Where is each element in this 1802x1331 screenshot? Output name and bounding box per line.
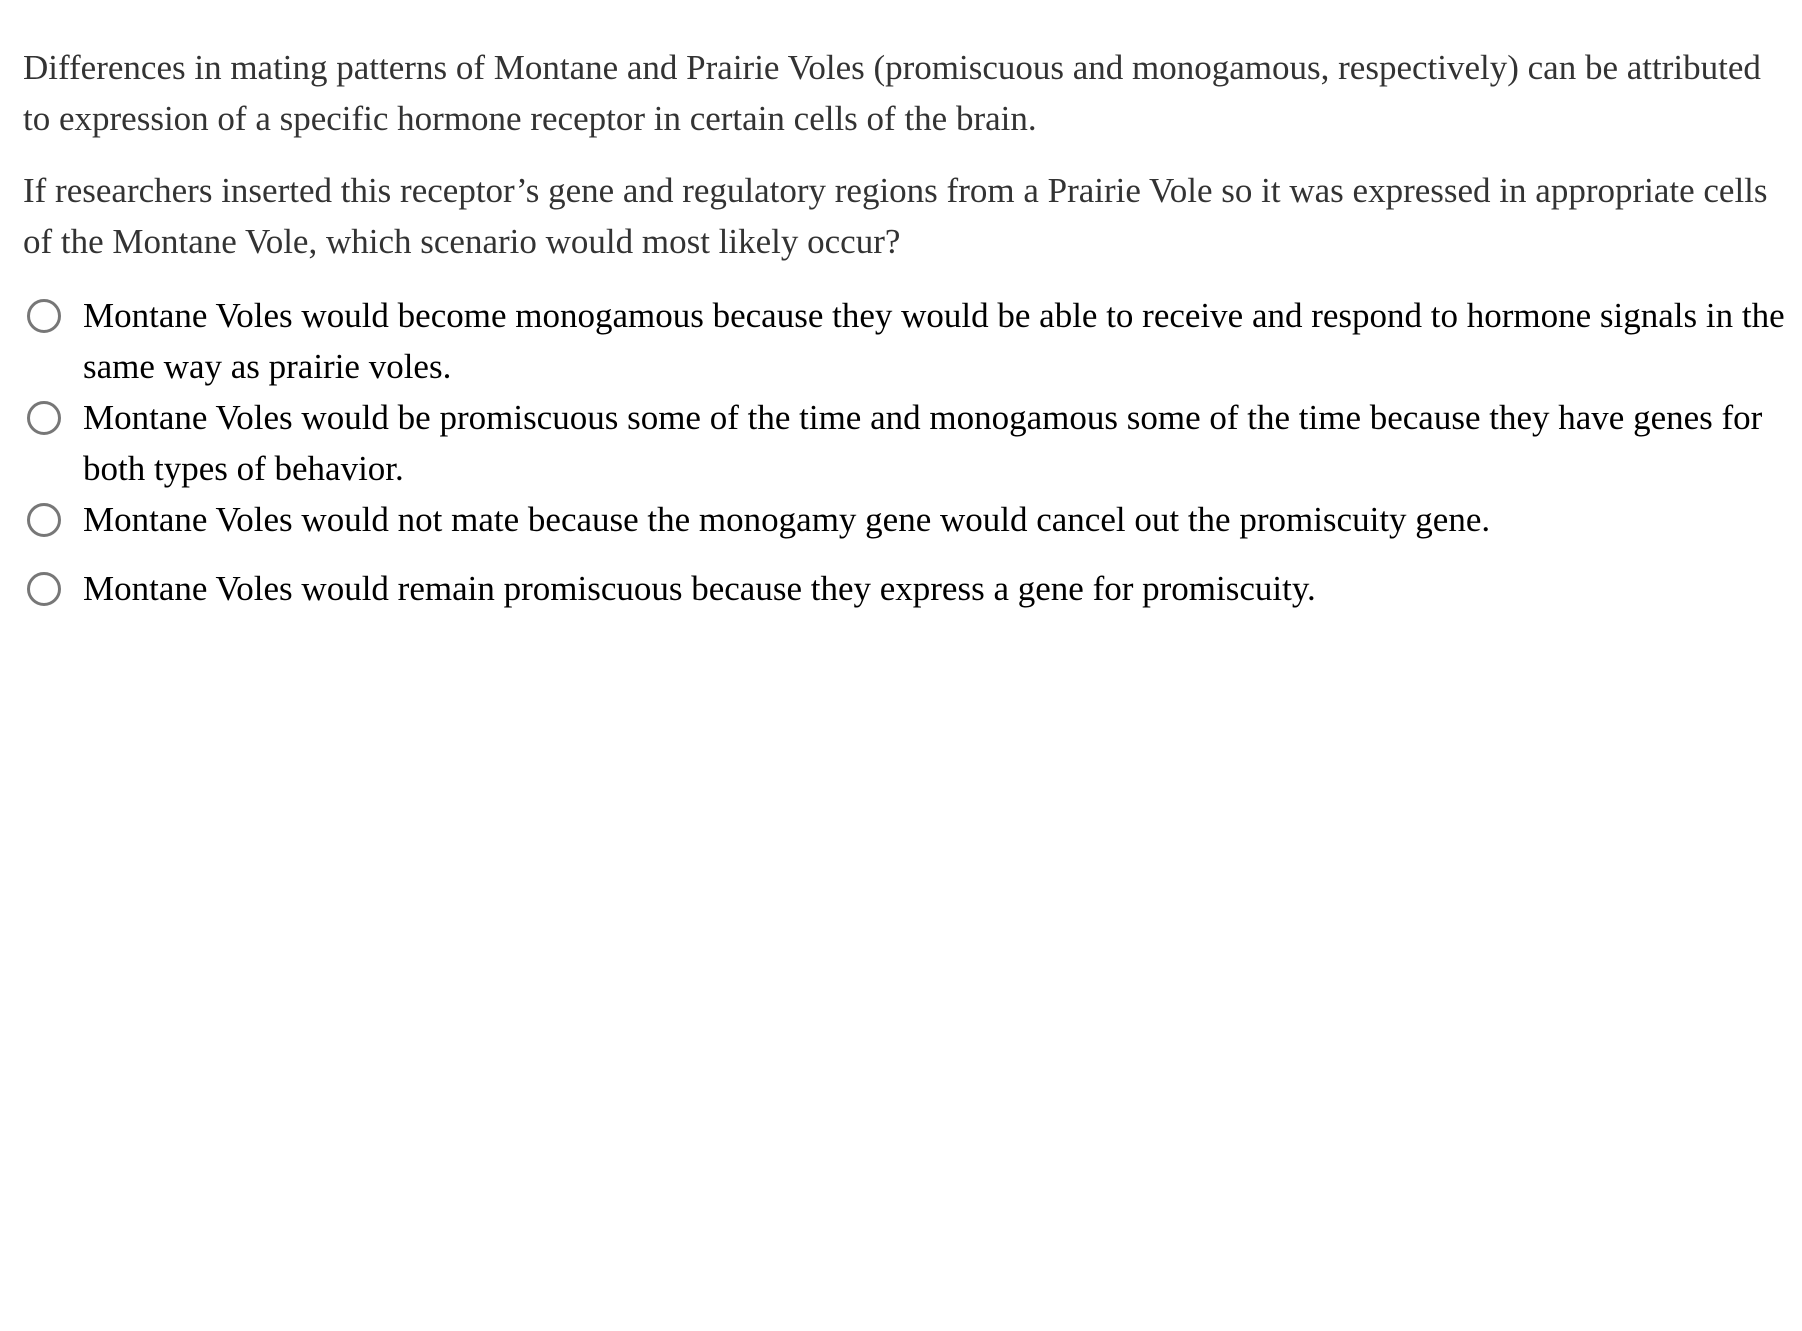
radio-button[interactable] xyxy=(27,503,61,537)
question-stem xyxy=(23,42,1783,267)
answer-option-label: Montane Voles would become monogamous because they would be able to receive and respond to hormone signals in the same way as prairie voles. xyxy=(83,296,1785,386)
answer-option-label: Montane Voles would not mate because the monogamy gene would cancel out the promiscuity gene. xyxy=(83,500,1491,539)
answer-option-2[interactable] xyxy=(27,392,1797,494)
radio-button[interactable] xyxy=(27,299,61,333)
radio-button[interactable] xyxy=(27,401,61,435)
answer-options xyxy=(27,290,1797,614)
radio-button[interactable] xyxy=(27,572,61,606)
answer-option-label: Montane Voles would remain promiscuous because they express a gene for promiscuity. xyxy=(83,569,1316,608)
question-paragraph: If researchers inserted this receptor’s gene and regulatory regions from a Prairie Vole so it was expressed in appropriate cells of the Montane Vole, which scenario would most likely occur? xyxy=(23,171,1768,261)
answer-option-label: Montane Voles would be promiscuous some of the time and monogamous some of the time because they have genes for both types of behavior. xyxy=(83,398,1763,488)
answer-option-4[interactable] xyxy=(27,563,1797,614)
answer-option-1[interactable] xyxy=(27,290,1797,392)
answer-option-3[interactable] xyxy=(27,494,1797,545)
question-paragraph: Differences in mating patterns of Montane and Prairie Voles (promiscuous and monogamous, respectively) can be attributed to expression of a specific hormone receptor in certain cells of the brain. xyxy=(23,48,1761,138)
